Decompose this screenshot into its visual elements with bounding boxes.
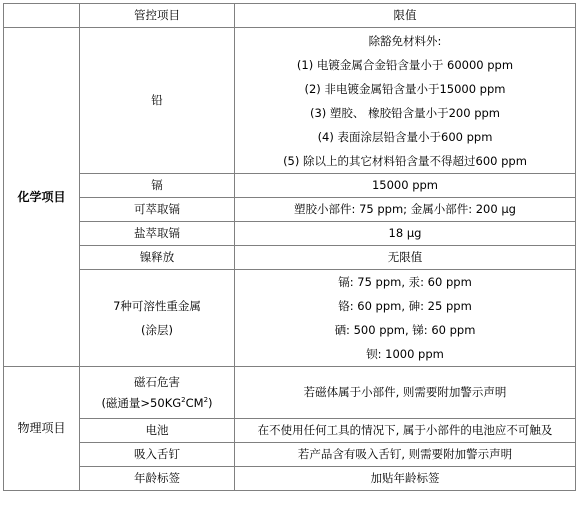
header-row [4,4,576,28]
age-label-limit: 加贴年龄标签 [235,467,576,491]
soluble-metals-name [80,270,235,367]
lead-limit [235,28,576,174]
cadmium-name: 镉 [80,174,235,198]
table-row [4,367,576,419]
table-row [4,28,576,174]
header-item: 管控项目 [80,4,235,28]
magnet-limit: 若磁体属于小部件, 则需要附加警示声明 [235,367,576,419]
table-row [4,174,576,198]
battery-name: 电池 [80,419,235,443]
magnet-name [80,367,235,419]
lead-limit-line: (4) 表面涂层铅含量小于600 ppm [317,129,493,144]
magnet-flux-mid: CM [185,395,204,410]
soluble-metals-line: 钡: 1000 ppm [366,347,444,361]
soluble-metals-line: 硒: 500 ppm, 锑: 60 ppm [334,323,476,337]
suction-nail-limit: 若产品含有吸入舌钉, 则需要附加警示声明 [235,443,576,467]
physical-group-label: 物理项目 [4,367,80,491]
nickel-release-limit: 无限值 [235,246,576,270]
table-row [4,270,576,367]
magnet-flux-sup2: 2 [203,395,209,404]
lead-limit-line: (5) 除以上的其它材料铅含量不得超过600 ppm [283,153,527,168]
magnet-flux-prefix: (磁通量>50KG [101,395,182,410]
lead-name: 铅 [80,28,235,174]
lead-limit-line: (3) 塑胶、 橡胶铅含量小于200 ppm [309,105,500,120]
extractable-cadmium-name: 可萃取镉 [80,198,235,222]
table-row [4,198,576,222]
cadmium-limit: 15000 ppm [235,174,576,198]
soluble-metals-name-line2: (涂层) [141,323,173,337]
hcl-extractable-cadmium-name: 盐萃取镉 [80,222,235,246]
soluble-metals-line: 镉: 75 ppm, 汞: 60 ppm [338,275,472,289]
magnet-name-line: 磁石危害 [134,374,180,389]
table-row [4,467,576,491]
table-row [4,443,576,467]
regulation-table [3,3,576,491]
lead-limit-line: (2) 非电镀金属铅含量小于15000 ppm [304,81,506,96]
extractable-cadmium-limit: 塑胶小部件: 75 ppm; 金属小部件: 200 μg [235,198,576,222]
magnet-flux-suffix: ) [208,395,213,410]
soluble-metals-name-line1: 7种可溶性重金属 [113,299,201,313]
battery-limit: 在不使用任何工具的情况下, 属于小部件的电池应不可触及 [235,419,576,443]
hcl-extractable-cadmium-limit: 18 μg [235,222,576,246]
suction-nail-name: 吸入舌钉 [80,443,235,467]
table-row [4,246,576,270]
magnet-flux-line [80,393,234,414]
chemical-group-label: 化学项目 [4,28,80,367]
header-empty-cell [4,4,80,28]
header-limit: 限值 [235,4,576,28]
age-label-name: 年龄标签 [80,467,235,491]
soluble-metals-line: 铬: 60 ppm, 砷: 25 ppm [338,299,472,313]
soluble-metals-limit [235,270,576,367]
table-row [4,419,576,443]
lead-limit-line: (1) 电镀金属合金铅含量小于 60000 ppm [296,57,514,72]
magnet-flux-sup1: 2 [181,395,186,404]
lead-limit-line: 除豁免材料外: [368,33,442,48]
table-row [4,222,576,246]
nickel-release-name: 镍释放 [80,246,235,270]
